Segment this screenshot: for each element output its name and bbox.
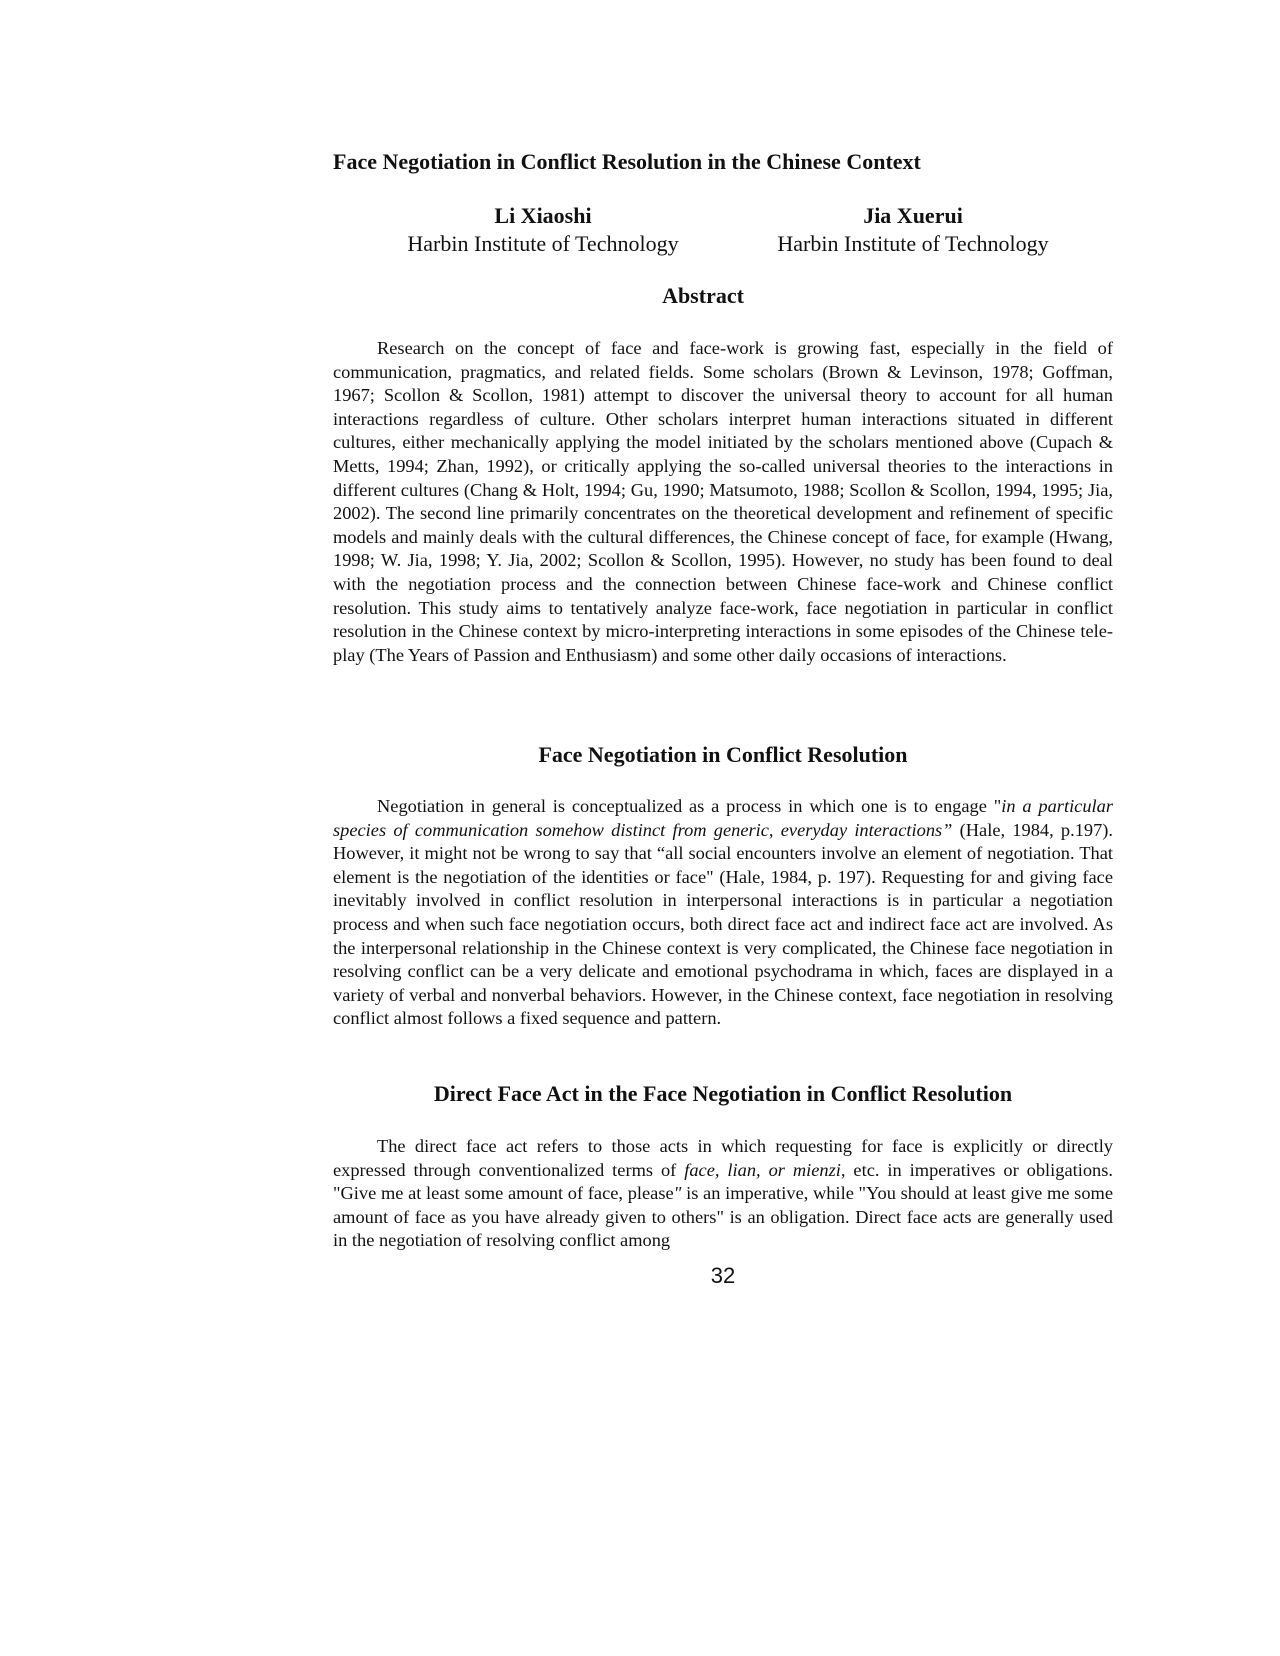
section-2-italic-quote-mark: " <box>673 1183 682 1204</box>
section-1-text-before-quote: Negotiation in general is conceptualized as a process in which one is to engage " <box>377 796 1002 816</box>
abstract-heading: Abstract <box>662 283 744 308</box>
section-2-text-mid: etc. in imperatives or obligations. "Give me at least some amount of face, please <box>333 1159 1113 1204</box>
paper-title: Face Negotiation in Conflict Resolution in the Chinese Context <box>333 149 921 174</box>
section-2-italic-terms: face, lian, or mienzi, <box>684 1159 846 1180</box>
author-2-name: Jia Xuerui <box>863 203 963 228</box>
section-2-text-before-terms: The direct face act refers to those acts in which requesting for face is explicitly or directly expressed through conventionalized terms of <box>333 1136 1113 1180</box>
section-1-paragraph <box>333 795 1113 1031</box>
author-1 <box>383 202 703 258</box>
author-2-affiliation: Harbin Institute of Technology <box>777 231 1049 256</box>
section-1-italic-quote: in a particular species of communication somehow distinct from generic, everyday interactions” <box>333 796 1113 840</box>
section-2-paragraph <box>333 1135 1113 1253</box>
author-2 <box>753 202 1073 258</box>
section-1-text-after-quote: (Hale, 1984, p.197). However, it might not be wrong to say that “all social encounters involve an element of negotiation. That element is the negotiation of the identities or face" (Hale, 1984, p. 197). Requesting for and giving face inevitably involved in conflict resolution in interpersonal interactions is in particular a negotiation process and when such face negotiation occurs, both direct face act and indirect face act are involved. As the interpersonal relationship in the Chinese context is very complicated, the Chinese face negotiation in resolving conflict can be a very delicate and emotional psychodrama in which, faces are displayed in a variety of verbal and nonverbal behaviors. However, in the Chinese context, face negotiation in resolving conflict almost follows a fixed sequence and pattern. <box>333 819 1113 1029</box>
page-number: 32 <box>710 1263 736 1288</box>
author-1-affiliation: Harbin Institute of Technology <box>407 231 679 256</box>
author-1-name: Li Xiaoshi <box>494 203 592 228</box>
section-2-heading: Direct Face Act in the Face Negotiation in Conflict Resolution <box>433 1081 1013 1106</box>
section-2-text-after: is an imperative, while "You should at least give me some amount of face as you have already given to others" is an obligation. Direct face acts are generally used in the negotiation of resolving conflict among <box>333 1183 1113 1251</box>
author-block <box>333 202 1113 262</box>
section-1-heading: Face Negotiation in Conflict Resolution <box>538 742 908 767</box>
abstract-paragraph: Research on the concept of face and face-work is growing fast, especially in the field of communication, pragmatics, and related fields. Some scholars (Brown & Levinson, 1978; Goffman, 1967; Scollon & Scollon, 1981) attempt to discover the universal theory to account for all human interactions regardless of culture. Other scholars interpret human interactions situated in different cultures, either mechanically applying the model initiated by the scholars mentioned above (Cupach & Metts, 1994; Zhan, 1992), or critically applying the so-called universal theories to the interactions in different cultures (Chang & Holt, 1994; Gu, 1990; Matsumoto, 1988; Scollon & Scollon, 1994, 1995; Jia, 2002). The second line primarily concentrates on the theoretical development and refinement of specific models and mainly deals with the cultural differences, the Chinese concept of face, for example (Hwang, 1998; W. Jia, 1998; Y. Jia, 2002; Scollon & Scollon, 1995). However, no study has been found to deal with the negotiation process and the connection between Chinese face-work and Chinese conflict resolution. This study aims to tentatively analyze face-work, face negotiation in particular in conflict resolution in the Chinese context by micro-interpreting interactions in some episodes of the Chinese tele-play (The Years of Passion and Enthusiasm) and some other daily occasions of interactions. <box>333 338 1113 665</box>
